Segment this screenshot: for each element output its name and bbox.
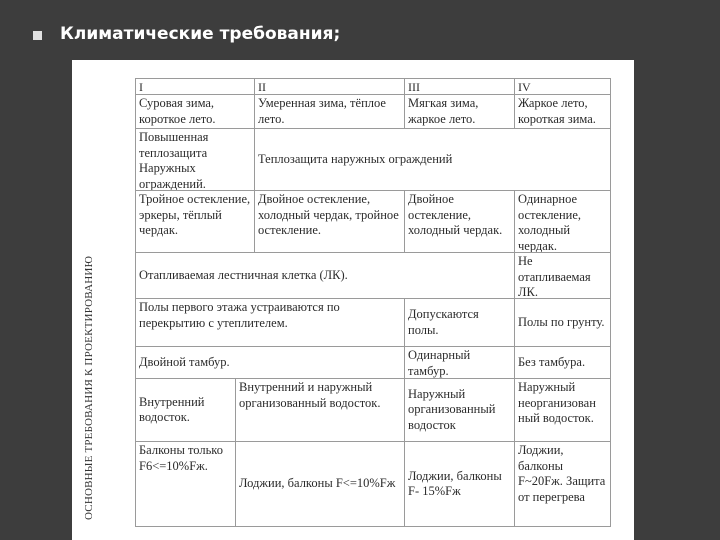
table-cell: Повышенная теплозащита Наружных ограждений. <box>136 129 255 191</box>
table-cell: Без тамбура. <box>515 347 611 379</box>
header-zone-4: IV <box>515 79 611 95</box>
table-cell: Лоджии, балконы F- 15%Fж <box>405 442 515 527</box>
table-cell: Теплозащита наружных ограждений <box>255 129 611 191</box>
header-zone-3: III <box>405 79 515 95</box>
table-cell: Умеренная зима, тёплое лето. <box>255 95 405 129</box>
climate-requirements-table <box>135 78 611 527</box>
table-cell: Внутренний и наружный организованный водосток. <box>236 379 405 442</box>
table-cell: Тройное остекление, эркеры, тёплый чердак. <box>136 191 255 253</box>
table-cell: Отапливаемая лестничная клетка (ЛК). <box>136 253 515 299</box>
table-cell: Полы по грунту. <box>515 299 611 347</box>
header-zone-1: I <box>136 79 255 95</box>
side-vertical-label: ОСНОВНЫЕ ТРЕБОВАНИЯ К ПРОЕКТИРОВАНИЮ <box>83 255 95 520</box>
table-cell: Лоджии, балконы F<=10%Fж <box>236 442 405 527</box>
table-cell: Балконы только F6<=10%Fж. <box>136 442 236 527</box>
table-cell: Одинарный тамбур. <box>405 347 515 379</box>
table-cell: Жаркое лето, короткая зима. <box>515 95 611 129</box>
header-zone-2: II <box>255 79 405 95</box>
table-cell: Не отапливаемая ЛК. <box>515 253 611 299</box>
table-cell: Полы первого этажа устраиваются по перекрытию с утеплителем. <box>136 299 405 347</box>
table-cell: Наружный неорганизован ный водосток. <box>515 379 611 442</box>
table-cell: Двойное остекление, холодный чердак, тройное остекление. <box>255 191 405 253</box>
bullet-icon <box>33 31 42 40</box>
table-cell: Допускаются полы. <box>405 299 515 347</box>
table-cell: Суровая зима, короткое лето. <box>136 95 255 129</box>
table-cell: Двойное остекление, холодный чердак. <box>405 191 515 253</box>
slide-heading: Климатические требования; <box>60 24 341 44</box>
table-cell: Двойной тамбур. <box>136 347 405 379</box>
table-cell: Внутренний водосток. <box>136 379 236 442</box>
table-cell: Мягкая зима, жаркое лето. <box>405 95 515 129</box>
table-cell: Наружный организованный водосток <box>405 379 515 442</box>
table-cell: Лоджии, балконы F~20Fж. Защита от перегрева <box>515 442 611 527</box>
table-cell: Одинарное остекление, холодный чердак. <box>515 191 611 253</box>
